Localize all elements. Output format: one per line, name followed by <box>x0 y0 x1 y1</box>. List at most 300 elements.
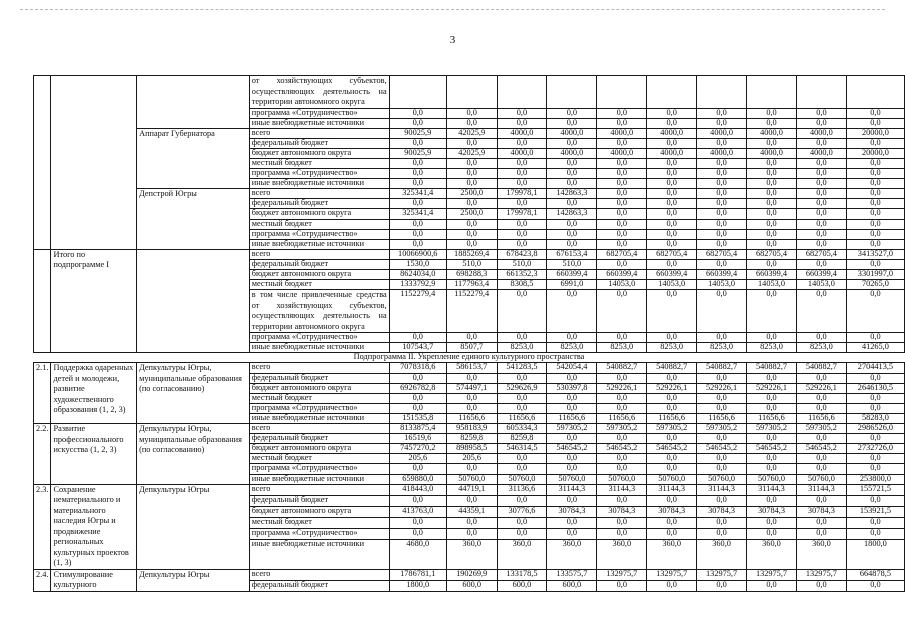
amount-year: 600,0 <box>446 580 497 591</box>
funding-source: от хозяйствующих субъектов, осуществляющих деятельность на территории автономного округа <box>249 76 389 109</box>
amount-total: 0,0 <box>389 179 446 189</box>
amount-year: 0,0 <box>547 219 597 229</box>
amount-year: 0,0 <box>697 118 747 128</box>
amount-year: 50760,0 <box>497 474 547 484</box>
funding-source: федеральный бюджет <box>249 373 389 383</box>
amount-total: 0,0 <box>389 333 446 343</box>
amount-year: 0,0 <box>446 495 497 506</box>
amount-year: 4000,0 <box>747 148 797 158</box>
amount-year: 0,0 <box>547 290 597 333</box>
amount-year: 597305,2 <box>547 424 597 434</box>
amount-cell <box>597 76 647 109</box>
amount-year: 0,0 <box>547 333 597 343</box>
amount-total: 1800,0 <box>389 580 446 591</box>
amount-year: 0,0 <box>497 495 547 506</box>
amount-year: 0,0 <box>647 517 697 528</box>
amount-year: 360,0 <box>597 539 647 569</box>
amount-year: 0,0 <box>697 229 747 239</box>
row-number <box>34 76 51 250</box>
amount-year: 0,0 <box>647 434 697 444</box>
amount-year: 529626,9 <box>497 383 547 393</box>
amount-year: 0,0 <box>647 219 697 229</box>
funding-source: иные внебюджетные источники <box>249 118 389 128</box>
funding-source: программа «Сотрудничество» <box>249 464 389 474</box>
amount-year: 0,0 <box>796 454 846 464</box>
funding-source: всего <box>249 189 389 199</box>
amount-year: 0,0 <box>497 517 547 528</box>
amount-year: 6991,0 <box>547 280 597 290</box>
amount-cell <box>846 76 904 109</box>
amount-year: 0,0 <box>597 290 647 333</box>
amount-year: 0,0 <box>497 199 547 209</box>
amount-year: 0,0 <box>597 179 647 189</box>
amount-year: 0,0 <box>796 373 846 383</box>
amount-year: 0,0 <box>697 209 747 219</box>
row-number <box>34 249 51 353</box>
amount-2026-2030: 0,0 <box>846 464 904 474</box>
amount-total: 1786781,1 <box>389 569 446 580</box>
amount-2026-2030: 0,0 <box>846 229 904 239</box>
amount-year: 0,0 <box>597 169 647 179</box>
amount-year: 0,0 <box>796 179 846 189</box>
funding-source: иные внебюджетные источники <box>249 539 389 569</box>
amount-year: 0,0 <box>497 290 547 333</box>
amount-year: 132975,7 <box>747 569 797 580</box>
amount-year: 50760,0 <box>446 474 497 484</box>
amount-year: 0,0 <box>747 239 797 249</box>
amount-2026-2030: 0,0 <box>846 454 904 464</box>
amount-year: 698288,3 <box>446 270 497 280</box>
amount-year: 682705,4 <box>747 249 797 259</box>
amount-year: 0,0 <box>547 179 597 189</box>
amount-year: 0,0 <box>597 199 647 209</box>
amount-year: 0,0 <box>497 169 547 179</box>
amount-year: 0,0 <box>697 393 747 403</box>
amount-year: 4000,0 <box>597 128 647 138</box>
amount-year: 0,0 <box>547 464 597 474</box>
funding-source: федеральный бюджет <box>249 580 389 591</box>
funding-source: программа «Сотрудничество» <box>249 229 389 239</box>
amount-year: 50760,0 <box>697 474 747 484</box>
amount-year: 0,0 <box>597 434 647 444</box>
amount-total: 0,0 <box>389 403 446 413</box>
amount-2026-2030: 0,0 <box>846 517 904 528</box>
amount-year: 0,0 <box>597 528 647 539</box>
amount-year: 682705,4 <box>647 249 697 259</box>
amount-year: 0,0 <box>547 393 597 403</box>
amount-year: 682705,4 <box>597 249 647 259</box>
amount-year: 0,0 <box>747 158 797 168</box>
amount-year: 0,0 <box>697 199 747 209</box>
amount-year: 0,0 <box>647 229 697 239</box>
activity-name: Поддержка одаренных детей и молодежи, развитие художественного образования (1, 2, 3) <box>51 363 137 424</box>
amount-year: 0,0 <box>597 229 647 239</box>
amount-year: 660399,4 <box>697 270 747 280</box>
amount-year: 11656,6 <box>547 413 597 423</box>
amount-total: 7078318,6 <box>389 363 446 373</box>
amount-year: 958183,9 <box>446 424 497 434</box>
amount-year: 0,0 <box>597 495 647 506</box>
amount-total: 90025,9 <box>389 128 446 138</box>
amount-year: 0,0 <box>547 138 597 148</box>
amount-year: 0,0 <box>747 138 797 148</box>
table-row <box>34 363 905 373</box>
amount-year: 898958,5 <box>446 444 497 454</box>
amount-total: 107543,7 <box>389 343 446 353</box>
amount-total: 0,0 <box>389 517 446 528</box>
amount-year: 0,0 <box>547 454 597 464</box>
amount-year: 0,0 <box>597 209 647 219</box>
table-row <box>34 484 905 495</box>
amount-year: 8259,8 <box>497 434 547 444</box>
amount-year: 682705,4 <box>796 249 846 259</box>
amount-year: 0,0 <box>747 229 797 239</box>
amount-year: 0,0 <box>597 373 647 383</box>
amount-year: 0,0 <box>446 138 497 148</box>
amount-year: 132975,7 <box>697 569 747 580</box>
amount-year: 0,0 <box>747 434 797 444</box>
amount-year: 0,0 <box>547 239 597 249</box>
amount-year: 0,0 <box>697 290 747 333</box>
amount-year: 0,0 <box>597 259 647 269</box>
amount-year: 50760,0 <box>747 474 797 484</box>
amount-year: 50760,0 <box>647 474 697 484</box>
amount-year: 0,0 <box>796 259 846 269</box>
activity-name: Развитие профессионального искусства (1, 2, 3) <box>51 424 137 485</box>
amount-year: 132975,7 <box>647 569 697 580</box>
amount-year: 360,0 <box>446 539 497 569</box>
amount-year: 0,0 <box>796 118 846 128</box>
amount-2026-2030: 0,0 <box>846 434 904 444</box>
amount-year: 4000,0 <box>497 128 547 138</box>
table-row <box>34 189 905 199</box>
amount-total: 6926782,8 <box>389 383 446 393</box>
amount-year: 0,0 <box>796 517 846 528</box>
amount-total: 90025,9 <box>389 148 446 158</box>
amount-year: 44719,1 <box>446 484 497 495</box>
amount-year: 0,0 <box>547 118 597 128</box>
amount-year: 31136,6 <box>497 484 547 495</box>
amount-year: 661352,3 <box>497 270 547 280</box>
amount-total: 8133875,4 <box>389 424 446 434</box>
amount-year: 0,0 <box>697 528 747 539</box>
amount-year: 30784,3 <box>597 506 647 517</box>
activity-name: Сохранение нематериального и материального наследия Югры и продвижение региональных культурных проектов (1, 3) <box>51 484 137 569</box>
amount-total: 4680,0 <box>389 539 446 569</box>
funding-source: всего <box>249 249 389 259</box>
amount-year: 529226,1 <box>747 383 797 393</box>
funding-source: иные внебюджетные источники <box>249 413 389 423</box>
amount-total: 0,0 <box>389 158 446 168</box>
amount-year: 510,0 <box>446 259 497 269</box>
funding-source: федеральный бюджет <box>249 199 389 209</box>
amount-year: 529226,1 <box>796 383 846 393</box>
executor-name: Депкультуры Югры <box>137 484 250 569</box>
funding-source: федеральный бюджет <box>249 138 389 148</box>
amount-year: 14053,0 <box>697 280 747 290</box>
funding-source: бюджет автономного округа <box>249 209 389 219</box>
amount-year: 0,0 <box>446 333 497 343</box>
amount-year: 0,0 <box>796 580 846 591</box>
amount-year: 8253,0 <box>697 343 747 353</box>
funding-source: иные внебюджетные источники <box>249 474 389 484</box>
executor-name: Депкультуры Югры, муниципальные образования (по согласованию) <box>137 363 250 424</box>
amount-year: 0,0 <box>497 229 547 239</box>
amount-year: 600,0 <box>497 580 547 591</box>
amount-total: 0,0 <box>389 118 446 128</box>
amount-year: 0,0 <box>697 219 747 229</box>
amount-total: 151535,8 <box>389 413 446 423</box>
funding-source: программа «Сотрудничество» <box>249 403 389 413</box>
amount-year: 4000,0 <box>796 148 846 158</box>
amount-year: 546545,2 <box>697 444 747 454</box>
funding-source: местный бюджет <box>249 517 389 528</box>
amount-year: 0,0 <box>497 393 547 403</box>
amount-total: 0,0 <box>389 199 446 209</box>
amount-year: 11656,6 <box>497 413 547 423</box>
amount-2026-2030: 0,0 <box>846 219 904 229</box>
amount-year: 0,0 <box>796 495 846 506</box>
amount-2026-2030: 0,0 <box>846 259 904 269</box>
amount-2026-2030: 20000,0 <box>846 148 904 158</box>
amount-year: 546545,2 <box>547 444 597 454</box>
amount-year: 0,0 <box>747 209 797 219</box>
table-row <box>34 76 905 109</box>
row-number: 2.4. <box>34 569 51 591</box>
amount-year: 0,0 <box>747 528 797 539</box>
amount-year: 0,0 <box>446 199 497 209</box>
amount-year: 0,0 <box>796 239 846 249</box>
amount-year: 660399,4 <box>747 270 797 280</box>
amount-year: 0,0 <box>796 464 846 474</box>
amount-year: 8308,5 <box>497 280 547 290</box>
amount-year: 0,0 <box>796 158 846 168</box>
amount-year: 11656,6 <box>647 413 697 423</box>
funding-source: всего <box>249 363 389 373</box>
amount-year: 0,0 <box>796 403 846 413</box>
amount-year: 360,0 <box>497 539 547 569</box>
amount-total: 1530,0 <box>389 259 446 269</box>
amount-year: 605334,3 <box>497 424 547 434</box>
scan-top-edge <box>20 9 885 10</box>
amount-year: 0,0 <box>446 464 497 474</box>
amount-year: 0,0 <box>747 259 797 269</box>
amount-year: 1152279,4 <box>446 290 497 333</box>
amount-year: 0,0 <box>697 373 747 383</box>
amount-year: 0,0 <box>647 528 697 539</box>
subprogram-heading-row <box>34 353 905 363</box>
amount-year: 660399,4 <box>796 270 846 280</box>
amount-year: 0,0 <box>446 403 497 413</box>
executor-name <box>137 76 250 129</box>
amount-year: 8253,0 <box>796 343 846 353</box>
amount-year: 360,0 <box>547 539 597 569</box>
amount-year: 0,0 <box>747 373 797 383</box>
amount-year: 0,0 <box>597 464 647 474</box>
amount-year: 0,0 <box>497 464 547 474</box>
amount-year: 660399,4 <box>647 270 697 280</box>
amount-year: 42025,9 <box>446 128 497 138</box>
amount-year: 0,0 <box>697 495 747 506</box>
table-row <box>34 424 905 434</box>
amount-year: 0,0 <box>497 454 547 464</box>
amount-year: 14053,0 <box>597 280 647 290</box>
funding-source: местный бюджет <box>249 393 389 403</box>
amount-year: 132975,7 <box>597 569 647 580</box>
amount-year: 0,0 <box>697 464 747 474</box>
amount-year: 0,0 <box>796 169 846 179</box>
amount-2026-2030: 3413527,0 <box>846 249 904 259</box>
amount-year: 0,0 <box>697 138 747 148</box>
amount-year: 30784,3 <box>647 506 697 517</box>
amount-year: 0,0 <box>747 219 797 229</box>
amount-year: 0,0 <box>647 158 697 168</box>
amount-year: 0,0 <box>597 454 647 464</box>
amount-2026-2030: 1800,0 <box>846 539 904 569</box>
funding-source: местный бюджет <box>249 454 389 464</box>
amount-year: 31144,3 <box>547 484 597 495</box>
amount-year: 30784,3 <box>547 506 597 517</box>
amount-year: 0,0 <box>597 239 647 249</box>
amount-year: 0,0 <box>796 199 846 209</box>
amount-year: 529226,1 <box>597 383 647 393</box>
amount-2026-2030: 0,0 <box>846 209 904 219</box>
amount-year: 0,0 <box>547 495 597 506</box>
amount-year: 0,0 <box>497 239 547 249</box>
amount-year: 0,0 <box>647 169 697 179</box>
amount-total: 0,0 <box>389 138 446 148</box>
amount-total: 0,0 <box>389 495 446 506</box>
amount-2026-2030: 2986526,0 <box>846 424 904 434</box>
amount-year: 0,0 <box>497 179 547 189</box>
amount-2026-2030: 20000,0 <box>846 128 904 138</box>
amount-2026-2030: 0,0 <box>846 179 904 189</box>
amount-year: 2500,0 <box>446 209 497 219</box>
amount-year: 0,0 <box>747 393 797 403</box>
amount-year: 546545,2 <box>597 444 647 454</box>
amount-year: 510,0 <box>497 259 547 269</box>
amount-year: 0,0 <box>647 239 697 249</box>
amount-year: 530397,8 <box>547 383 597 393</box>
amount-2026-2030: 0,0 <box>846 239 904 249</box>
row-number: 2.2. <box>34 424 51 485</box>
amount-year: 0,0 <box>647 189 697 199</box>
amount-year: 0,0 <box>446 219 497 229</box>
amount-year: 546314,5 <box>497 444 547 454</box>
amount-year: 0,0 <box>547 229 597 239</box>
amount-year: 0,0 <box>446 528 497 539</box>
amount-year: 360,0 <box>697 539 747 569</box>
amount-year: 0,0 <box>647 138 697 148</box>
amount-year: 529226,1 <box>697 383 747 393</box>
amount-cell <box>747 76 797 109</box>
amount-year: 0,0 <box>796 434 846 444</box>
amount-year: 0,0 <box>497 373 547 383</box>
amount-year: 0,0 <box>697 179 747 189</box>
amount-year: 0,0 <box>547 169 597 179</box>
amount-year: 50760,0 <box>796 474 846 484</box>
funding-source: бюджет автономного округа <box>249 383 389 393</box>
amount-2026-2030: 0,0 <box>846 333 904 343</box>
activity-name: Итого по подпрограмме I <box>51 249 137 353</box>
amount-year: 0,0 <box>446 169 497 179</box>
executor-name <box>137 249 250 353</box>
amount-year: 42025,9 <box>446 148 497 158</box>
amount-total: 1333792,9 <box>389 280 446 290</box>
amount-year: 0,0 <box>647 495 697 506</box>
amount-year: 510,0 <box>547 259 597 269</box>
amount-year: 190269,9 <box>446 569 497 580</box>
amount-year: 30776,6 <box>497 506 547 517</box>
amount-year: 0,0 <box>647 179 697 189</box>
amount-year: 0,0 <box>647 199 697 209</box>
amount-total: 418443,0 <box>389 484 446 495</box>
funding-source: местный бюджет <box>249 158 389 168</box>
amount-cell <box>497 76 547 109</box>
amount-year: 0,0 <box>747 108 797 118</box>
amount-year: 2500,0 <box>446 189 497 199</box>
funding-source: федеральный бюджет <box>249 259 389 269</box>
amount-year: 597305,2 <box>796 424 846 434</box>
amount-year: 44359,1 <box>446 506 497 517</box>
amount-year: 0,0 <box>647 259 697 269</box>
amount-year: 31144,3 <box>647 484 697 495</box>
amount-year: 4000,0 <box>547 148 597 158</box>
amount-year: 0,0 <box>597 189 647 199</box>
amount-year: 0,0 <box>547 528 597 539</box>
amount-year: 0,0 <box>747 169 797 179</box>
amount-year: 540882,7 <box>597 363 647 373</box>
funding-source: в том числе привлеченные средства от хозяйствующих субъектов, осуществляющих деятельность на территории автономного округа <box>249 290 389 333</box>
amount-year: 31144,3 <box>747 484 797 495</box>
funding-source: федеральный бюджет <box>249 495 389 506</box>
amount-year: 14053,0 <box>647 280 697 290</box>
amount-year: 0,0 <box>547 517 597 528</box>
amount-2026-2030: 0,0 <box>846 495 904 506</box>
amount-year: 542054,4 <box>547 363 597 373</box>
amount-year: 31144,3 <box>697 484 747 495</box>
amount-2026-2030: 664878,5 <box>846 569 904 580</box>
amount-year: 31144,3 <box>796 484 846 495</box>
amount-year: 133575,7 <box>547 569 597 580</box>
amount-year: 0,0 <box>647 118 697 128</box>
amount-year: 0,0 <box>747 179 797 189</box>
amount-year: 4000,0 <box>796 128 846 138</box>
amount-year: 360,0 <box>747 539 797 569</box>
amount-year: 0,0 <box>547 434 597 444</box>
amount-year: 4000,0 <box>597 148 647 158</box>
row-number: 2.1. <box>34 363 51 424</box>
amount-total: 0,0 <box>389 108 446 118</box>
amount-year: 360,0 <box>647 539 697 569</box>
amount-year: 30784,3 <box>747 506 797 517</box>
amount-year: 0,0 <box>796 209 846 219</box>
amount-year: 14053,0 <box>747 280 797 290</box>
amount-year: 0,0 <box>497 528 547 539</box>
amount-year: 0,0 <box>446 229 497 239</box>
amount-year: 0,0 <box>446 393 497 403</box>
funding-source: программа «Сотрудничество» <box>249 108 389 118</box>
amount-2026-2030: 155721,5 <box>846 484 904 495</box>
amount-year: 0,0 <box>697 158 747 168</box>
amount-year: 0,0 <box>446 108 497 118</box>
funding-source: бюджет автономного округа <box>249 506 389 517</box>
funding-source: иные внебюджетные источники <box>249 239 389 249</box>
amount-year: 4000,0 <box>647 148 697 158</box>
amount-2026-2030: 0,0 <box>846 199 904 209</box>
table-row <box>34 128 905 138</box>
amount-year: 0,0 <box>647 373 697 383</box>
